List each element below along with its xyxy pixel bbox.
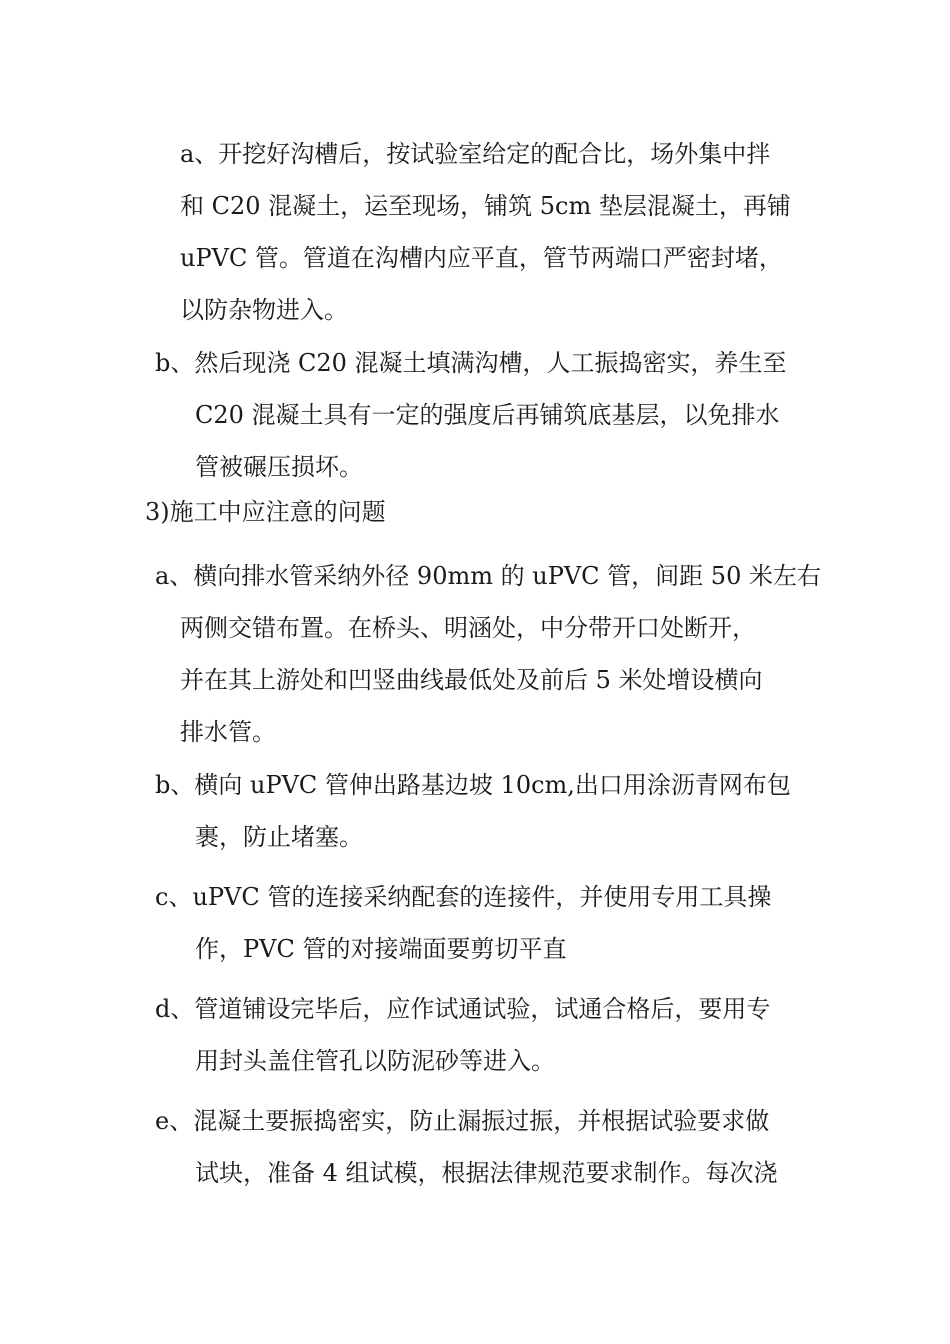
paragraph-a-drain-pipe-layout bbox=[155, 550, 821, 758]
paragraph-line: a、横向排水管采纳外径 90mm 的 uPVC 管，间距 50 米左右 bbox=[155, 562, 821, 590]
paragraph-line: 试块，准备 4 组试模，根据法律规范要求制作。每次浇 bbox=[195, 1159, 778, 1187]
paragraph-line: a、开挖好沟槽后，按试验室给定的配合比，场外集中拌 bbox=[180, 140, 771, 168]
paragraph-line: 作，PVC 管的对接端面要剪切平直 bbox=[195, 935, 567, 963]
paragraph-line: 和 C20 混凝土，运至现场，铺筑 5cm 垫层混凝土，再铺 bbox=[180, 192, 791, 220]
section-heading: 3)施工中应注意的问题 bbox=[145, 498, 386, 526]
paragraph-d-pipe-test bbox=[155, 983, 770, 1087]
paragraph-line: d、管道铺设完毕后，应作试通试验，试通合格后，要用专 bbox=[155, 995, 771, 1023]
paragraph-a-trench-concrete bbox=[180, 128, 791, 336]
paragraph-c-pipe-connection bbox=[155, 871, 771, 975]
paragraph-line: uPVC 管。管道在沟槽内应平直，管节两端口严密封堵， bbox=[180, 244, 783, 272]
paragraph-line: e、混凝土要振捣密实，防止漏振过振，并根据试验要求做 bbox=[155, 1107, 770, 1135]
paragraph-line: 管被碾压损坏。 bbox=[195, 453, 363, 481]
paragraph-line: b、横向 uPVC 管伸出路基边坡 10cm,出口用涂沥青网布包 bbox=[155, 771, 791, 799]
paragraph-line: 用封头盖住管孔以防泥砂等进入。 bbox=[195, 1047, 555, 1075]
paragraph-b-pipe-outlet bbox=[155, 759, 791, 863]
paragraph-line: 以防杂物进入。 bbox=[180, 296, 348, 324]
paragraph-b-pour-concrete bbox=[155, 337, 787, 493]
paragraph-e-concrete-vibration bbox=[155, 1095, 778, 1199]
paragraph-line: c、uPVC 管的连接采纳配套的连接件，并使用专用工具操 bbox=[155, 883, 772, 911]
paragraph-line: b、然后现浇 C20 混凝土填满沟槽，人工振捣密实，养生至 bbox=[155, 349, 787, 377]
paragraph-line: 裹，防止堵塞。 bbox=[195, 823, 363, 851]
paragraph-line: 排水管。 bbox=[180, 718, 276, 746]
paragraph-line: 两侧交错布置。在桥头、明涵处，中分带开口处断开， bbox=[180, 614, 756, 642]
paragraph-line: C20 混凝土具有一定的强度后再铺筑底基层，以免排水 bbox=[195, 401, 780, 429]
paragraph-line: 并在其上游处和凹竖曲线最低处及前后 5 米处增设横向 bbox=[180, 666, 763, 694]
